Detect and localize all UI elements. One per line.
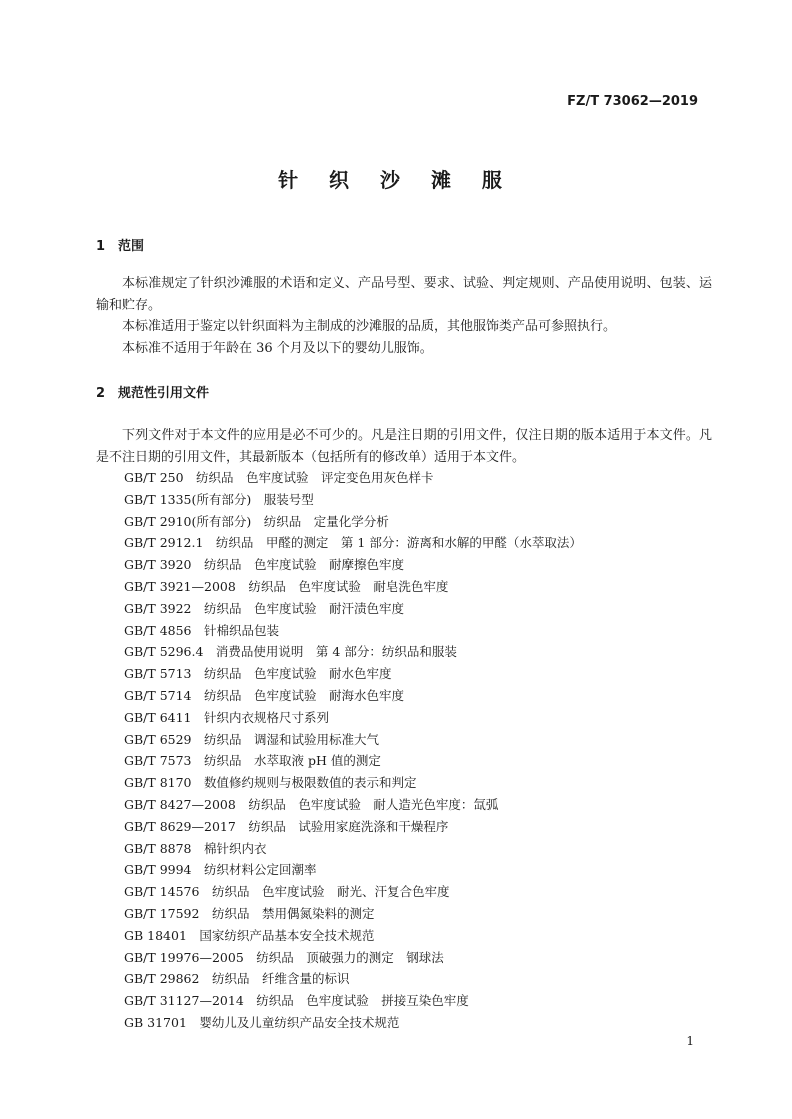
reference-item: GB/T 8629—2017 纺织品 试验用家庭洗涤和干燥程序	[124, 818, 449, 834]
reference-list	[124, 467, 582, 1034]
section-1-paragraph-3: 本标准不适用于年龄在 36 个月及以下的婴幼儿服饰。	[122, 341, 433, 356]
section-2-number: 2	[96, 386, 106, 401]
reference-item: GB/T 17592 纺织品 禁用偶氮染料的测定	[124, 905, 375, 921]
reference-item: GB/T 3920 纺织品 色牢度试验 耐摩擦色牢度	[124, 557, 405, 573]
document-title: 针 织 沙 滩 服	[278, 168, 514, 192]
reference-item: GB/T 2910(所有部分) 纺织品 定量化学分析	[124, 513, 389, 529]
section-1-paragraph-1: 本标准规定了针织沙滩服的术语和定义、产品号型、要求、试验、判定规则、产品使用说明、包装、运输和贮存。	[96, 276, 712, 313]
reference-item: GB/T 9994 纺织材料公定回潮率	[124, 862, 317, 878]
reference-item: GB/T 19976—2005 纺织品 顶破强力的测定 钢球法	[124, 949, 444, 965]
reference-item: GB/T 5714 纺织品 色牢度试验 耐海水色牢度	[124, 687, 405, 703]
reference-item: GB/T 29862 纺织品 纤维含量的标识	[124, 971, 350, 987]
reference-item: GB/T 6411 针织内衣规格尺寸系列	[124, 709, 330, 725]
reference-item: GB/T 8878 棉针织内衣	[124, 840, 267, 856]
reference-item: GB 18401 国家纺织产品基本安全技术规范	[124, 927, 375, 943]
reference-item: GB/T 5296.4 消费品使用说明 第 4 部分：纺织品和服装	[124, 644, 457, 660]
section-1-paragraph-2: 本标准适用于鉴定以针织面料为主制成的沙滩服的品质，其他服饰类产品可参照执行。	[122, 319, 617, 334]
reference-item: GB/T 8170 数值修约规则与极限数值的表示和判定	[124, 775, 417, 791]
reference-item: GB/T 31127—2014 纺织品 色牢度试验 拼接互染色牢度	[124, 993, 469, 1009]
reference-item: GB/T 8427—2008 纺织品 色牢度试验 耐人造光色牢度：氙弧	[124, 796, 499, 812]
reference-item: GB/T 3921—2008 纺织品 色牢度试验 耐皂洗色牢度	[124, 578, 449, 594]
reference-item: GB/T 1335(所有部分) 服装号型	[124, 491, 314, 507]
reference-item: GB/T 14576 纺织品 色牢度试验 耐光、汗复合色牢度	[124, 884, 450, 900]
reference-item: GB/T 3922 纺织品 色牢度试验 耐汗渍色牢度	[124, 600, 405, 616]
page-number: 1	[686, 1034, 694, 1048]
reference-item: GB/T 5713 纺织品 色牢度试验 耐水色牢度	[124, 666, 392, 682]
section-2-intro: 下列文件对于本文件的应用是必不可少的。凡是注日期的引用文件，仅注日期的版本适用于本文件。凡是不注日期的引用文件，其最新版本（包括所有的修改单）适用于本文件。	[96, 428, 712, 465]
reference-item: GB/T 250 纺织品 色牢度试验 评定变色用灰色样卡	[124, 470, 434, 485]
reference-item: GB/T 4856 针棉织品包装	[124, 622, 280, 638]
reference-item: GB/T 6529 纺织品 调湿和试验用标准大气	[124, 731, 380, 747]
reference-item: GB/T 7573 纺织品 水萃取液 pH 值的测定	[124, 753, 381, 769]
section-1-title: 范围	[118, 239, 145, 254]
standard-code: FZ/T 73062—2019	[567, 94, 698, 109]
reference-item: GB/T 2912.1 纺织品 甲醛的测定 第 1 部分：游离和水解的甲醛（水萃取法）	[124, 535, 582, 551]
section-1-heading	[96, 235, 144, 254]
reference-item: GB 31701 婴幼儿及儿童纺织产品安全技术规范	[124, 1014, 400, 1030]
section-2-title: 规范性引用文件	[118, 386, 210, 401]
section-2-heading	[96, 382, 209, 401]
section-1-number: 1	[96, 239, 106, 254]
